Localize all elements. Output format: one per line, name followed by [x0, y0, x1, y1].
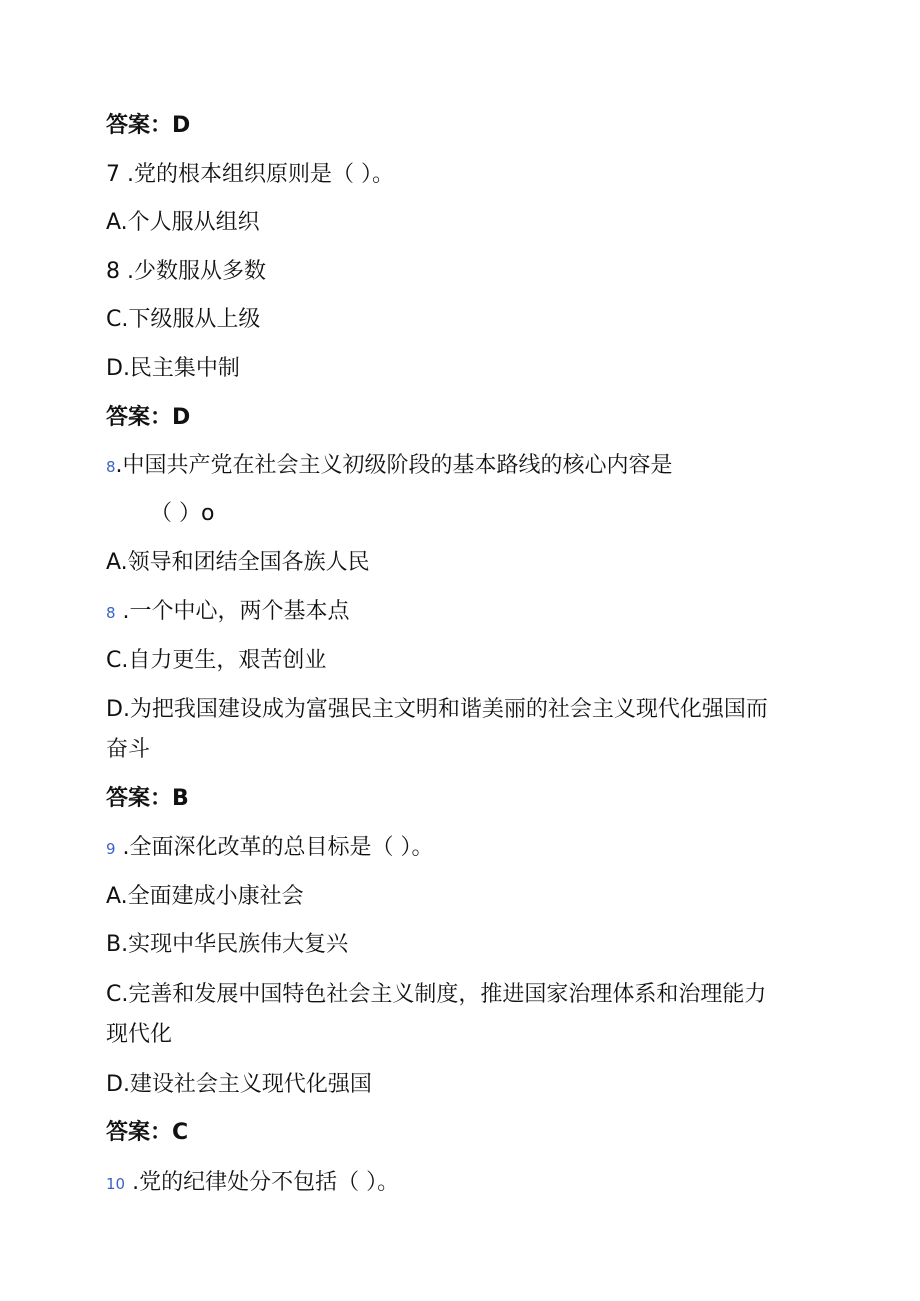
question-9: [106, 833, 434, 864]
question-8-continuation: （ ）o: [150, 501, 215, 526]
option-b: [106, 597, 350, 628]
answer-line: 答案：C: [106, 1120, 189, 1145]
option-b: 8 .少数服从多数: [106, 259, 266, 284]
option-c: C.下级服从上级: [106, 307, 261, 332]
option-d: D.建设社会主义现代化强国: [106, 1072, 372, 1097]
answer-line: 答案：D: [106, 113, 191, 138]
option-a: A.个人服从组织: [106, 210, 260, 235]
question-7: 7 .党的根本组织原则是（ ）。: [106, 162, 394, 187]
option-d-continuation: 奋斗: [106, 737, 151, 762]
question-10: [106, 1168, 399, 1199]
option-c-continuation: 现代化: [106, 1022, 173, 1047]
option-c: C.自力更生，艰苦创业: [106, 648, 327, 673]
question-text: .全面深化改革的总目标是（ ）。: [115, 835, 434, 860]
answer-line: 答案：B: [106, 786, 189, 811]
question-text: .党的纪律处分不包括（ ）。: [125, 1170, 400, 1195]
question-number: 10: [106, 1175, 126, 1193]
question-8: [106, 451, 673, 482]
option-d: D.为把我国建设成为富强民主文明和谐美丽的社会主义现代化强国而: [106, 697, 768, 722]
option-a: A.领导和团结全国各族人民: [106, 550, 370, 575]
question-number: 8: [106, 458, 116, 476]
option-b: B.实现中华民族伟大复兴: [106, 932, 349, 957]
question-text: .中国共产党在社会主义初级阶段的基本路线的核心内容是: [115, 453, 673, 478]
question-number: 9: [106, 840, 116, 858]
option-text: .一个中心，两个基本点: [115, 599, 350, 624]
option-c: C.完善和发展中国特色社会主义制度，推进国家治理体系和治理能力: [106, 982, 767, 1007]
option-d: D.民主集中制: [106, 356, 240, 381]
answer-line: 答案：D: [106, 405, 191, 430]
option-number: 8: [106, 604, 116, 622]
option-a: A.全面建成小康社会: [106, 884, 304, 909]
